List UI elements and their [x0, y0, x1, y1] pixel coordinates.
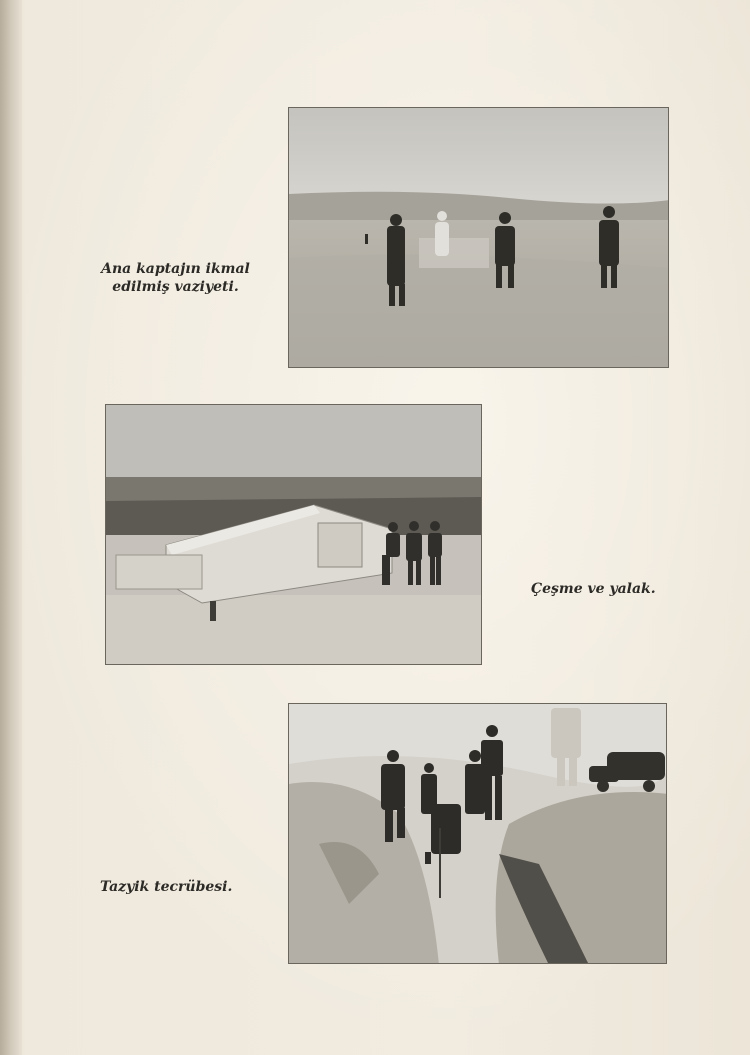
caption-fountain-trough: Çeşme ve yalak.: [531, 581, 656, 597]
page-gutter-shadow: [0, 0, 22, 1055]
photo-catchment: [288, 107, 669, 368]
caption-catchment-line1: Ana kaptajın ikmal: [101, 261, 250, 277]
photo-fountain-trough: [105, 404, 482, 665]
caption-catchment: [88, 260, 263, 296]
photo-pressure-test: [288, 703, 667, 964]
caption-catchment-line2: edilmiş vaziyeti.: [112, 279, 239, 295]
caption-pressure-test: Tazyik tecrübesi.: [100, 879, 233, 895]
